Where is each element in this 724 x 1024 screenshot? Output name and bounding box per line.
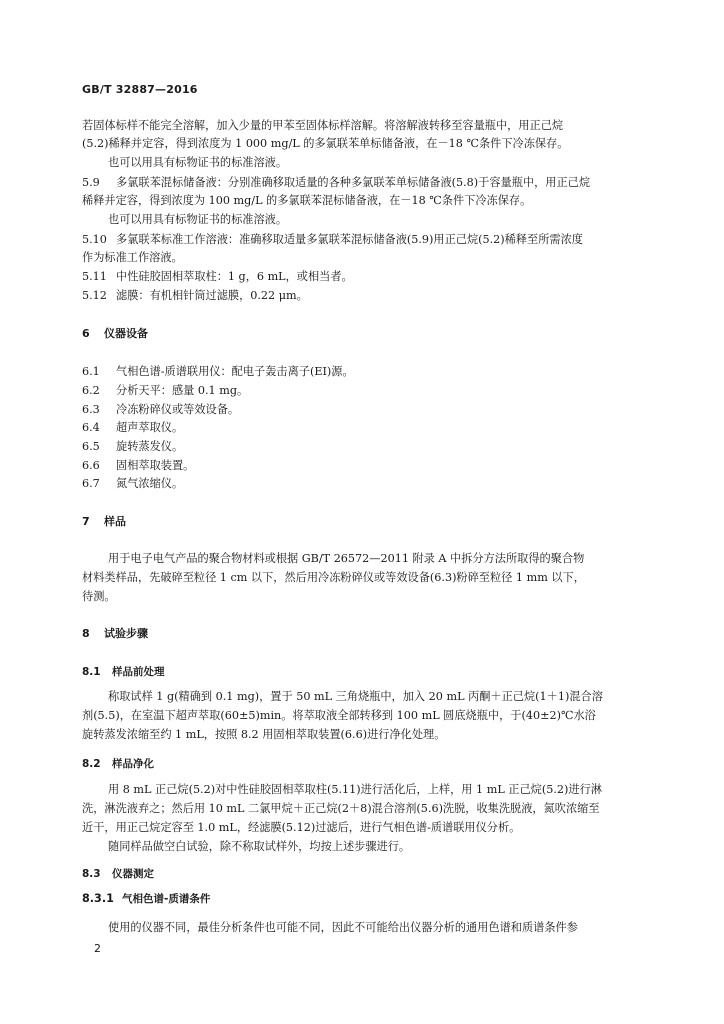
- clause-number: 6.6: [82, 459, 100, 472]
- clause-text: 多氯联苯混标储备液：分别准确移取适量的各种多氯联苯单标储备液(5.8)于容量瓶中，用正己烷: [116, 176, 591, 189]
- standard-number-header: GB/T 32887—2016: [82, 83, 198, 96]
- clause-6-2: [82, 383, 642, 399]
- clause-6-7: [82, 476, 642, 492]
- clause-number: 5.12: [82, 289, 107, 302]
- paragraph-line: (5.2)稀释并定容，得到浓度为 1 000 mg/L 的多氯联苯单标储备液，在－18 ℃条件下冷冻保存。: [82, 137, 569, 150]
- section-heading-6: [82, 326, 642, 342]
- clause-6-6: [82, 458, 642, 474]
- clause-text: 固相萃取装置。: [116, 459, 195, 472]
- subsection-title: 仪器测定: [112, 868, 154, 880]
- clause-text: 旋转蒸发仪。: [116, 440, 184, 453]
- subsubsection-heading-8-3-1: [82, 891, 642, 907]
- clause-5-10: [82, 232, 642, 248]
- clause-number: 6.5: [82, 440, 100, 453]
- page-number: 2: [94, 942, 101, 955]
- paragraph-line: 称取试样 1 g(精确到 0.1 mg)，置于 50 mL 三角烧瓶中，加入 20 mL 丙酮＋正己烷(1＋1)混合溶: [108, 690, 603, 703]
- clause-number: 6.7: [82, 477, 100, 490]
- clause-text: 多氯联苯标准工作溶液：准确移取适量多氯联苯混标储备液(5.9)用正己烷(5.2)稀释至所需浓度: [116, 233, 583, 246]
- paragraph-line: 剂(5.5)，在室温下超声萃取(60±5)min。将萃取液全部转移到 100 mL 圆底烧瓶中，于(40±2)℃水浴: [82, 709, 596, 722]
- clause-text: 超声萃取仪。: [116, 421, 184, 434]
- subsection-number: 8.1: [82, 666, 101, 678]
- section-title: 仪器设备: [104, 327, 148, 340]
- clause-text: 中性硅胶固相萃取柱：1 g，6 mL，或相当者。: [116, 270, 353, 283]
- subsection-number: 8.2: [82, 758, 101, 770]
- clause-6-3: [82, 402, 642, 418]
- paragraph-line: 也可以用具有标物证书的标准溶液。: [108, 156, 288, 169]
- clause-text: 气相色谱-质谱联用仪：配电子轰击离子(EI)源。: [116, 365, 354, 378]
- clause-number: 6.1: [82, 365, 100, 378]
- paragraph-line: 旋转蒸发浓缩至约 1 mL，按照 8.2 用固相萃取装置(6.6)进行净化处理。: [82, 728, 446, 741]
- subsubsection-number: 8.3.1: [82, 892, 114, 905]
- clause-text: 分析天平：感量 0.1 mg。: [116, 384, 249, 397]
- section-title: 样品: [104, 515, 126, 528]
- section-title: 试验步骤: [104, 627, 148, 640]
- paragraph-line: 作为标准工作溶液。: [82, 251, 183, 264]
- subsection-heading-8-3: [82, 866, 642, 882]
- subsubsection-title: 气相色谱-质谱条件: [122, 893, 211, 905]
- clause-text: 冷冻粉碎仪或等效设备。: [116, 403, 240, 416]
- clause-6-1: [82, 364, 642, 380]
- clause-number: 5.11: [82, 270, 107, 283]
- paragraph-line: 洗，淋洗液弃之；然后用 10 mL 二氯甲烷＋正己烷(2＋8)混合溶剂(5.6)洗脱，收集洗脱液，氮吹浓缩至: [82, 802, 600, 815]
- paragraph-line: 材料类样品，先破碎至粒径 1 cm 以下，然后用冷冻粉碎仪或等效设备(6.3)粉碎至粒径 1 mm 以下，: [82, 571, 585, 584]
- section-number: 8: [82, 627, 90, 640]
- clause-5-9: [82, 175, 642, 191]
- section-number: 7: [82, 515, 90, 528]
- paragraph-line: 使用的仪器不同，最佳分析条件也可能不同，因此不可能给出仪器分析的通用色谱和质谱条件参: [108, 921, 578, 934]
- subsection-heading-8-1: [82, 664, 642, 680]
- subsection-number: 8.3: [82, 868, 101, 880]
- section-number: 6: [82, 327, 90, 340]
- subsection-title: 样品净化: [112, 758, 154, 770]
- subsection-title: 样品前处理: [112, 666, 165, 678]
- paragraph-line: 随同样品做空白试验，除不称取试样外，均按上述步骤进行。: [108, 840, 411, 853]
- clause-5-12: [82, 288, 642, 304]
- subsection-heading-8-2: [82, 756, 642, 772]
- clause-6-4: [82, 420, 642, 436]
- clause-number: 5.10: [82, 233, 107, 246]
- paragraph-line: 用于电子电气产品的聚合物材料或根据 GB/T 26572—2011 附录 A 中拆分方法所取得的聚合物: [108, 552, 585, 565]
- clause-6-5: [82, 439, 642, 455]
- paragraph-line: 稀释并定容，得到浓度为 100 mg/L 的多氯联苯混标储备液，在－18 ℃条件下冷冻保存。: [82, 194, 532, 207]
- section-heading-7: [82, 514, 642, 530]
- clause-text: 滤膜：有机相针筒过滤膜，0.22 μm。: [116, 289, 308, 302]
- paragraph-line: 待测。: [82, 590, 116, 603]
- paragraph-line: 若固体标样不能完全溶解，加入少量的甲苯至固体标样溶解。将溶解液转移至容量瓶中，用正己烷: [82, 119, 564, 132]
- paragraph-line: 也可以用具有标物证书的标准溶液。: [108, 213, 288, 226]
- clause-number: 6.2: [82, 384, 100, 397]
- clause-5-11: [82, 269, 642, 285]
- paragraph-line: 用 8 mL 正己烷(5.2)对中性硅胶固相萃取柱(5.11)进行活化后，上样，用 1 mL 正己烷(5.2)进行淋: [108, 783, 602, 796]
- clause-number: 5.9: [82, 176, 100, 189]
- clause-number: 6.4: [82, 421, 100, 434]
- clause-number: 6.3: [82, 403, 100, 416]
- paragraph-line: 近干，用正己烷定容至 1.0 mL，经滤膜(5.12)过滤后，进行气相色谱-质谱联用仪分析。: [82, 821, 521, 834]
- section-heading-8: [82, 626, 642, 642]
- clause-text: 氮气浓缩仪。: [116, 477, 184, 490]
